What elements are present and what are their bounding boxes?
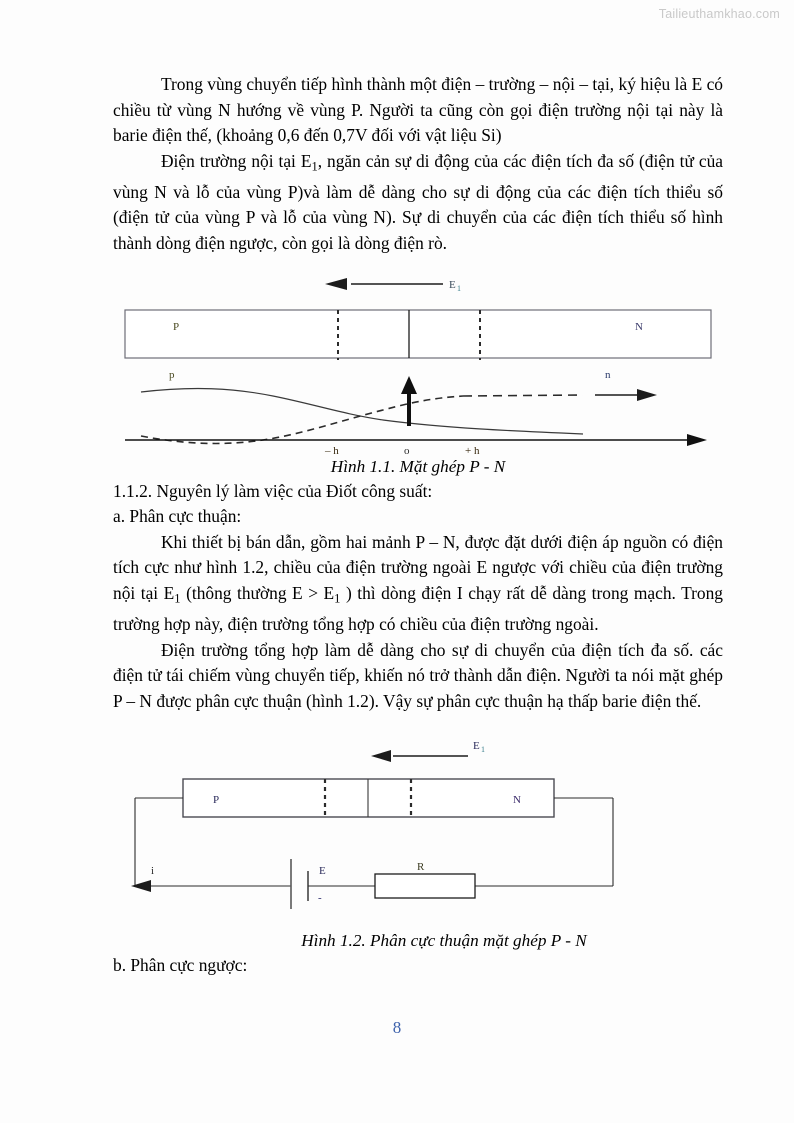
field-arrow-head bbox=[325, 278, 347, 290]
figure2-field-arrow-head bbox=[371, 750, 391, 762]
heading-a-phan-cuc-thuan: a. Phân cực thuận: bbox=[113, 506, 242, 527]
page-number: 8 bbox=[392, 1018, 402, 1037]
figure1-region-left-label: P bbox=[173, 320, 180, 333]
paragraph-2-subscript: 1 bbox=[311, 159, 318, 174]
figure2-field-label: E bbox=[473, 739, 480, 752]
heading-1-1-2: 1.1.2. Nguyên lý làm việc của Điốt công suất: bbox=[113, 480, 433, 501]
curve-electrons-dashed-left bbox=[141, 396, 463, 443]
heading-b-phan-cuc-nguoc: b. Phân cực ngược: bbox=[113, 954, 248, 975]
figure1-axis-arrow-head bbox=[687, 434, 707, 446]
page-content bbox=[113, 72, 723, 978]
figure1-center-arrow-head bbox=[401, 376, 417, 394]
figure1-right-arrow-head bbox=[637, 389, 657, 401]
watermark: Tailieuthamkhao.com bbox=[658, 7, 780, 21]
paragraph-3 bbox=[113, 530, 723, 638]
curve-electrons-dashed-right bbox=[463, 395, 583, 396]
semiconductor-bar bbox=[125, 310, 711, 358]
figure-2 bbox=[113, 741, 723, 916]
figure1-field-label: E bbox=[449, 278, 456, 291]
figure2-source-minus-label: - bbox=[318, 891, 322, 904]
figure1-tick-origin: o bbox=[404, 444, 410, 457]
figure-1-diagram bbox=[113, 268, 723, 457]
figure1-tick-plus-h: + h bbox=[465, 444, 480, 457]
figure2-field-label-subscript: 1 bbox=[481, 744, 485, 754]
figure-2-caption: Hình 1.2. Phân cực thuận mặt ghép P - N bbox=[301, 930, 587, 950]
current-arrow-head bbox=[131, 880, 151, 892]
paragraph-3-part-a: Khi thiết bị bán dẫn, gồm hai mảnh P – N, được đặt dưới điện áp nguồn có điện tích cực như hình 1.2, chiều của điện trường ngoài E ngược với chiều của điện trường nội tại E bbox=[113, 531, 723, 604]
paragraph-3-subscript-1: 1 bbox=[174, 591, 181, 606]
figure1-curve-left-label: p bbox=[169, 368, 175, 381]
figure2-source-label: E bbox=[319, 864, 326, 877]
figure-1 bbox=[113, 268, 723, 455]
paragraph-1: Trong vùng chuyển tiếp hình thành một điện – trường – nội – tại, ký hiệu là E có chiều từ vùng N hướng về vùng P. Người ta cũng còn gọi điện trường nội tại này là barie điện thế, (khoảng 0,6 đến 0,7V đối với vật liệu Si) bbox=[113, 74, 723, 146]
figure1-curve-right-label: n bbox=[605, 368, 611, 381]
figure2-region-right-label: N bbox=[513, 793, 521, 806]
figure1-region-right-label: N bbox=[635, 320, 643, 333]
paragraph-2 bbox=[113, 149, 723, 257]
figure-1-caption: Hình 1.1. Mặt ghép P - N bbox=[330, 456, 506, 476]
paragraph-3-part-b: (thông thường E > E bbox=[180, 583, 335, 604]
paragraph-3-subscript-2: 1 bbox=[334, 591, 341, 606]
figure2-current-label: i bbox=[151, 864, 155, 877]
resistor-body bbox=[375, 874, 475, 898]
paragraph-4: Điện trường tổng hợp làm dễ dàng cho sự di chuyển của điện tích đa số. các điện tử tái chiếm vùng chuyển tiếp, khiến nó trở thành dẫn điện. Người ta nói mặt ghép P – N được phân cực thuận (hình 1.2). Vậy sự phân cực thuận hạ thấp barie điện thế. bbox=[113, 639, 723, 711]
figure1-field-label-subscript: 1 bbox=[457, 283, 461, 293]
figure-2-diagram bbox=[113, 741, 723, 911]
paragraph-2-part-a: Điện trường nội tại E bbox=[161, 150, 312, 171]
figure2-region-left-label: P bbox=[213, 793, 220, 806]
paragraph-2-part-b: , ngăn cản sự di động của các điện tích đa số (điện tử của vùng N và lỗ của vùng P)và làm dễ dàng cho sự di động của các điện tích thiểu số (điện tử của vùng P và lỗ của vùng N). Sự di chuyển của các điện tích thiểu số hình thành dòng điện ngược, còn gọi là dòng điện rò. bbox=[113, 150, 723, 254]
figure1-tick-minus-h: – h bbox=[325, 444, 339, 457]
figure2-resistor-label: R bbox=[417, 860, 425, 873]
paragraph-3-part-c: ) thì dòng điện I chạy rất dễ dàng trong mạch. Trong trường hợp này, điện trường tổng hợp có chiều của điện trường ngoài. bbox=[113, 583, 723, 635]
